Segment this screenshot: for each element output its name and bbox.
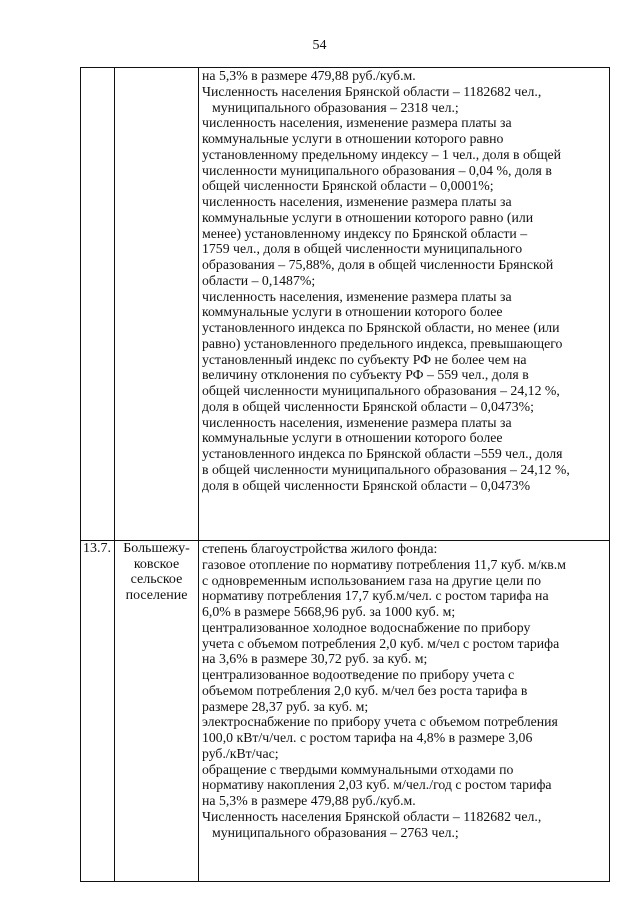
- settlement-name-line: поселение: [125, 587, 188, 603]
- text-line: установленный индекс по субъекту РФ не более чем на: [202, 351, 527, 367]
- text-line: доля в общей численности Брянской области – 0,0473%: [202, 477, 531, 493]
- text-line: величину отклонения по субъекту РФ – 559 чел., доля в: [202, 367, 529, 383]
- text-line: образования – 75,88%, доля в общей численности Брянской: [202, 257, 554, 272]
- text-line: в общей численности муниципального образования – 24,12 %,: [202, 461, 570, 477]
- settlement-name-cell: [115, 68, 199, 541]
- row-description-cell: [199, 68, 610, 541]
- text-line: нормативу накопления 2,03 куб. м/чел./год с ростом тарифа: [202, 777, 552, 793]
- text-line: электроснабжение по прибору учета с объемом потребления: [202, 714, 558, 730]
- text-line: газовое отопление по нормативу потребления 11,7 куб. м/кв.м: [202, 556, 566, 572]
- text-line: Численность населения Брянской области – 1182682 чел.,: [202, 808, 542, 824]
- table-row: [81, 68, 610, 541]
- text-line: установленного индекса по Брянской области –559 чел., доля: [202, 446, 563, 461]
- text-line: менее) установленному индексу по Брянской области –: [202, 225, 528, 241]
- row-number-cell: [81, 68, 115, 541]
- text-line: руб./кВт/час;: [202, 745, 279, 761]
- text-line: 100,0 кВт/ч/чел. с ростом тарифа на 4,8% в размере 3,06: [202, 730, 533, 745]
- text-line: численность населения, изменение размера платы за: [202, 194, 512, 209]
- text-line: численности муниципального образования – 0,04 %, доля в: [202, 162, 552, 178]
- text-line: общей численности муниципального образования – 24,12 %,: [202, 383, 560, 398]
- text-line: коммунальные услуги в отношении которого более: [202, 430, 503, 446]
- page-number: 54: [312, 38, 327, 53]
- text-line: размере 28,37 руб. за куб. м;: [202, 698, 369, 714]
- text-line: муниципального образования – 2763 чел.;: [212, 824, 459, 840]
- text-line: централизованное водоотведение по прибору учета с: [202, 667, 515, 682]
- row-number-cell: 13.7.: [81, 541, 115, 882]
- text-line: степень благоустройства жилого фонда:: [202, 541, 438, 556]
- settlement-name-line: сельское: [130, 572, 183, 588]
- text-line: на 5,3% в размере 479,88 руб./куб.м.: [202, 793, 416, 808]
- text-line: с одновременным использованием газа на другие цели по: [202, 572, 542, 588]
- text-line: коммунальные услуги в отношении которого равно: [202, 131, 504, 146]
- text-line: нормативу потребления 17,7 куб.м/чел. с ростом тарифа на: [202, 588, 549, 604]
- text-line: на 5,3% в размере 479,88 руб./куб.м.: [202, 68, 416, 83]
- text-line: коммунальные услуги в отношении которого равно (или: [202, 209, 534, 225]
- text-line: муниципального образования – 2318 чел.;: [212, 99, 459, 115]
- text-line: централизованное холодное водоснабжение по прибору: [202, 619, 531, 635]
- text-line: Численность населения Брянской области – 1182682 чел.,: [202, 83, 542, 99]
- text-line: на 3,6% в размере 30,72 руб. за куб. м;: [202, 651, 428, 667]
- text-line: общей численности Брянской области – 0,0001%;: [202, 178, 494, 194]
- text-line: объемом потребления 2,0 куб. м/чел без роста тарифа в: [202, 682, 528, 698]
- settlement-name-line: ковское: [133, 556, 180, 572]
- text-line: численность населения, изменение размера платы за: [202, 288, 512, 304]
- text-line: доля в общей численности Брянской области – 0,0473%;: [202, 398, 534, 414]
- text-line: области – 0,1487%;: [202, 272, 316, 288]
- text-line: коммунальные услуги в отношении которого более: [202, 304, 503, 320]
- text-line: численность населения, изменение размера платы за: [202, 414, 512, 430]
- text-line: установленному предельному индексу – 1 чел., доля в общей: [202, 146, 562, 162]
- text-line: обращение с твердыми коммунальными отходами по: [202, 761, 514, 777]
- settlement-name-cell: [115, 541, 199, 882]
- text-line: 6,0% в размере 5668,96 руб. за 1000 куб. м;: [202, 604, 456, 619]
- text-line: 1759 чел., доля в общей численности муниципального: [202, 241, 523, 257]
- text-line: учета с объемом потребления 2,0 куб. м/чел с ростом тарифа: [202, 635, 560, 651]
- document-table: [80, 67, 610, 882]
- text-line: равно) установленного предельного индекса, превышающего: [202, 335, 563, 351]
- text-line: численность населения, изменение размера платы за: [202, 115, 512, 131]
- row-description-cell: [199, 541, 610, 882]
- table-row: [81, 541, 610, 882]
- text-line: установленного индекса по Брянской области, но менее (или: [202, 320, 560, 335]
- settlement-name-line: Большежу-: [123, 541, 190, 556]
